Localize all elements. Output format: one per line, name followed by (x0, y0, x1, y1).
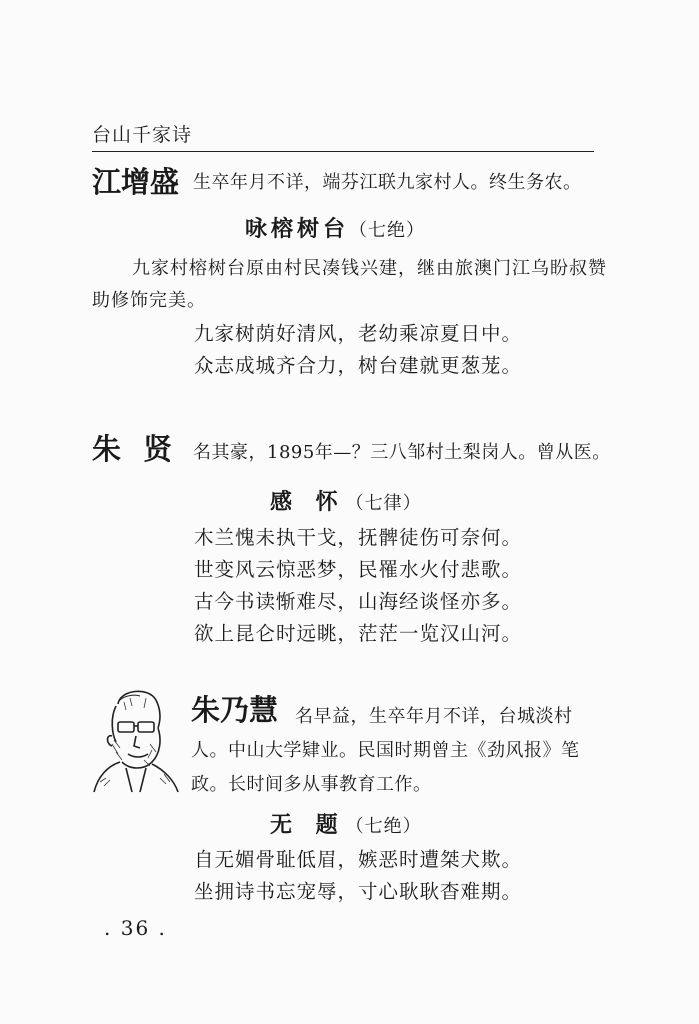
page-number: . 36 . (104, 916, 167, 940)
poem-line: 坐拥诗书忘宠辱，寸心耿耿杳难期。 (194, 880, 523, 903)
poem-form: （七绝） (345, 816, 422, 837)
poet-bio: 名早益，生卒年月不详，台城淡村人。中山大学肄业。民国时期曾主《劲风报》笔政。长时间多从事教育工作。 (191, 706, 580, 795)
poem-body (194, 844, 522, 908)
poem-heading (245, 212, 425, 243)
poem-line: 众志成城齐合力，树台建就更葱茏。 (194, 354, 523, 377)
poem-body (194, 522, 522, 650)
poem-form: （七绝） (349, 220, 426, 241)
poem-line: 欲上昆仑时远眺，茫茫一览汉山河。 (194, 622, 523, 645)
poem-line: 木兰愧未执干戈，抚髀徒伤可奈何。 (194, 526, 523, 549)
poem-heading (270, 808, 422, 839)
poet-bio: 生卒年月不详，端芬江联九家村人。终生务农。 (193, 172, 582, 193)
poem-body (194, 318, 522, 382)
poet-bio: 名其豪，1895年—？三八邹村土梨岗人。曾从医。 (193, 442, 611, 463)
poem-line: 九家树荫好清风，老幼乘凉夏日中。 (194, 322, 523, 345)
book-title: 台山千家诗 (92, 124, 193, 146)
poem-title: 咏榕树台 (245, 217, 350, 242)
poet-name: 江增盛 (92, 165, 180, 199)
running-header (92, 120, 594, 152)
poem-form: （七律） (345, 493, 422, 514)
poet-name: 朱 贤 (92, 432, 179, 466)
poem-heading (270, 485, 422, 516)
poet-name: 朱乃慧 (191, 693, 279, 727)
poem-line: 世变风云惊恶梦，民罹水火付悲歌。 (194, 558, 523, 581)
poem-preface: 九家村榕树台原由村民凑钱兴建，继由旅澳门江乌盼叔赞助修饰完美。 (92, 258, 607, 311)
poem-title: 感 怀 (270, 490, 346, 515)
poem-title: 无 题 (270, 813, 346, 838)
poem-line: 自无媚骨耻低眉，嫉恶时遭桀犬欺。 (194, 848, 523, 871)
poem-line: 古今书读惭难尽，山海经谈怪亦多。 (194, 590, 523, 613)
poet-portrait-sketch (90, 682, 182, 794)
